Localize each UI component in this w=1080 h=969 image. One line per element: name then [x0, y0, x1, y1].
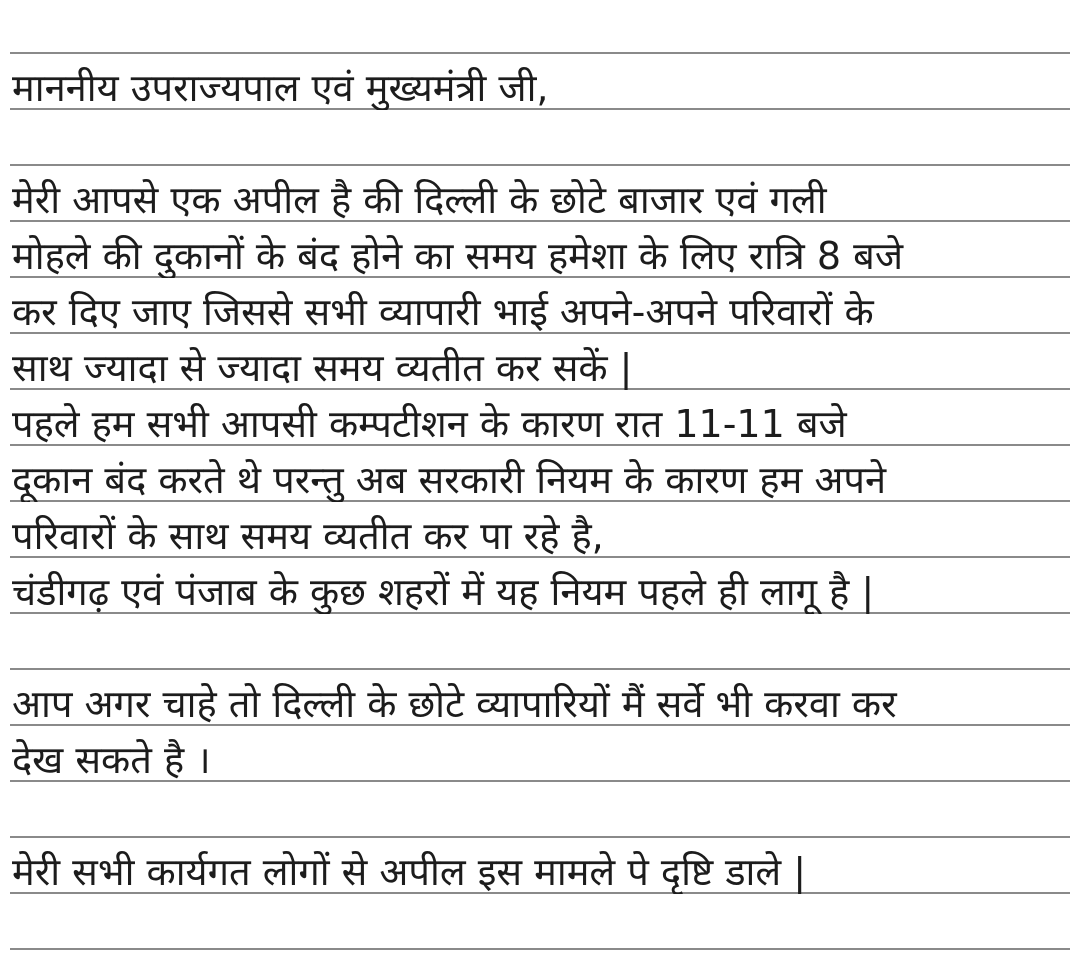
body-line: आप अगर चाहे तो दिल्ली के छोटे व्यापारियों मैं सर्वे भी करवा कर — [12, 682, 897, 726]
rule-line — [10, 668, 1070, 670]
body-line: पहले हम सभी आपसी कम्पटीशन के कारण रात 11-11 बजे — [12, 402, 847, 446]
body-line: साथ ज्यादा से ज्यादा समय व्यतीत कर सकें | — [12, 346, 633, 390]
rule-line — [10, 52, 1070, 54]
rule-line — [10, 836, 1070, 838]
body-line: कर दिए जाए जिससे सभी व्यापारी भाई अपने-अपने परिवारों के — [12, 290, 874, 334]
body-line: मोहले की दुकानों के बंद होने का समय हमेशा के लिए रात्रि 8 बजे — [12, 234, 904, 278]
body-line: परिवारों के साथ समय व्यतीत कर पा रहे है, — [12, 514, 604, 558]
body-line: मेरी आपसे एक अपील है की दिल्ली के छोटे बाजार एवं गली — [12, 178, 827, 222]
body-line: देख सकते है । — [12, 738, 211, 782]
rule-line — [10, 948, 1070, 950]
body-line: दूकान बंद करते थे परन्तु अब सरकारी नियम के कारण हम अपने — [12, 458, 887, 502]
salutation-line: माननीय उपराज्यपाल एवं मुख्यमंत्री जी, — [12, 66, 549, 110]
closing-line: मेरी सभी कार्यगत लोगों से अपील इस मामले पे दृष्टि डाले | — [12, 850, 807, 894]
rule-line — [10, 164, 1070, 166]
body-line: चंडीगढ़ एवं पंजाब के कुछ शहरों में यह नियम पहले ही लागू है | — [12, 570, 875, 614]
